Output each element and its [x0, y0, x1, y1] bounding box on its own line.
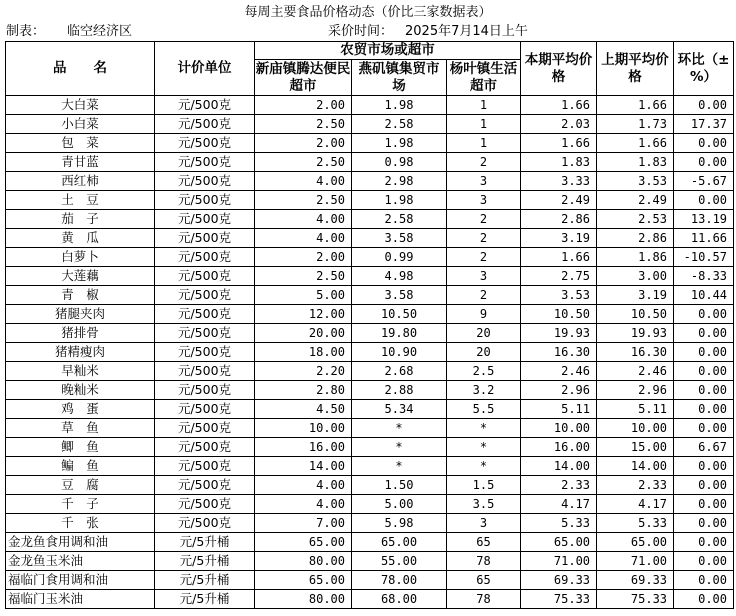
cell-ratio: 11.66 [674, 229, 734, 248]
cell-m2: 78.00 [352, 571, 447, 590]
cell-m1: 7.00 [255, 514, 352, 533]
cell-unit: 元/5升桶 [155, 590, 255, 609]
cell-unit: 元/500克 [155, 115, 255, 134]
cell-ratio: 17.37 [674, 115, 734, 134]
cell-ratio: 0.00 [674, 153, 734, 172]
cell-prev: 5.33 [597, 514, 674, 533]
cell-ratio: 0.00 [674, 343, 734, 362]
cell-m3: 65 [447, 533, 521, 552]
table-row [6, 172, 734, 191]
cell-m1: 4.00 [255, 229, 352, 248]
table-row [6, 476, 734, 495]
cell-m3: 3.2 [447, 381, 521, 400]
header-prev-avg: 上期平均价格 [597, 42, 674, 96]
cell-m3: 2 [447, 286, 521, 305]
cell-m3: 3 [447, 172, 521, 191]
cell-name: 猪排骨 [6, 324, 155, 343]
cell-ratio: -10.57 [674, 248, 734, 267]
cell-name: 土 豆 [6, 191, 155, 210]
cell-cur: 5.11 [521, 400, 597, 419]
cell-name: 鸡 蛋 [6, 400, 155, 419]
maker-label: 制表： [6, 24, 46, 39]
cell-m3: 3 [447, 191, 521, 210]
cell-m2: 2.58 [352, 115, 447, 134]
table-row [6, 115, 734, 134]
cell-ratio: 0.00 [674, 571, 734, 590]
cell-m2: 10.90 [352, 343, 447, 362]
cell-m1: 2.80 [255, 381, 352, 400]
cell-cur: 10.00 [521, 419, 597, 438]
cell-cur: 14.00 [521, 457, 597, 476]
time-value: 2025年7月14日上午 [405, 24, 528, 39]
cell-m1: 10.00 [255, 419, 352, 438]
cell-m2: 2.88 [352, 381, 447, 400]
cell-ratio: 0.00 [674, 495, 734, 514]
cell-ratio: 0.00 [674, 400, 734, 419]
time-label: 采价时间： [328, 24, 394, 39]
cell-cur: 2.49 [521, 191, 597, 210]
cell-m1: 4.00 [255, 172, 352, 191]
cell-ratio: 0.00 [674, 476, 734, 495]
cell-prev: 3.19 [597, 286, 674, 305]
cell-cur: 3.19 [521, 229, 597, 248]
cell-cur: 4.17 [521, 495, 597, 514]
cell-m3: 20 [447, 324, 521, 343]
cell-m3: 1 [447, 134, 521, 153]
cell-m1: 4.00 [255, 495, 352, 514]
cell-name: 福临门玉米油 [6, 590, 155, 609]
cell-name: 小白菜 [6, 115, 155, 134]
cell-m2: 5.34 [352, 400, 447, 419]
cell-m1: 5.00 [255, 286, 352, 305]
cell-prev: 10.50 [597, 305, 674, 324]
cell-prev: 69.33 [597, 571, 674, 590]
cell-m1: 14.00 [255, 457, 352, 476]
cell-name: 青 椒 [6, 286, 155, 305]
table-row [6, 343, 734, 362]
cell-ratio: -5.67 [674, 172, 734, 191]
header-unit: 计价单位 [155, 42, 255, 96]
cell-name: 豆 腐 [6, 476, 155, 495]
cell-m2: 68.00 [352, 590, 447, 609]
cell-prev: 4.17 [597, 495, 674, 514]
cell-cur: 16.30 [521, 343, 597, 362]
cell-name: 西红柿 [6, 172, 155, 191]
cell-prev: 75.33 [597, 590, 674, 609]
cell-prev: 3.53 [597, 172, 674, 191]
table-row [6, 590, 734, 609]
cell-m2: 55.00 [352, 552, 447, 571]
cell-unit: 元/5升桶 [155, 571, 255, 590]
cell-cur: 2.03 [521, 115, 597, 134]
cell-ratio: 0.00 [674, 324, 734, 343]
cell-prev: 10.00 [597, 419, 674, 438]
cell-unit: 元/500克 [155, 438, 255, 457]
cell-m1: 2.50 [255, 115, 352, 134]
cell-ratio: 0.00 [674, 590, 734, 609]
cell-cur: 16.00 [521, 438, 597, 457]
cell-prev: 14.00 [597, 457, 674, 476]
cell-prev: 1.83 [597, 153, 674, 172]
cell-cur: 71.00 [521, 552, 597, 571]
cell-m2: 10.50 [352, 305, 447, 324]
cell-m3: 2 [447, 153, 521, 172]
cell-cur: 3.53 [521, 286, 597, 305]
table-row [6, 438, 734, 457]
cell-cur: 19.93 [521, 324, 597, 343]
cell-ratio: 0.00 [674, 457, 734, 476]
cell-name: 草 鱼 [6, 419, 155, 438]
cell-unit: 元/500克 [155, 286, 255, 305]
cell-ratio: 0.00 [674, 514, 734, 533]
cell-m2: * [352, 457, 447, 476]
table-row [6, 305, 734, 324]
cell-unit: 元/500克 [155, 457, 255, 476]
cell-cur: 75.33 [521, 590, 597, 609]
table-row [6, 457, 734, 476]
cell-m1: 2.00 [255, 134, 352, 153]
table-row [6, 495, 734, 514]
cell-m2: 4.98 [352, 267, 447, 286]
table-row [6, 552, 734, 571]
cell-name: 千 子 [6, 495, 155, 514]
cell-ratio: 13.19 [674, 210, 734, 229]
cell-m1: 80.00 [255, 552, 352, 571]
header-name: 品 名 [6, 42, 155, 96]
header-market-2: 燕矶镇集贸市场 [352, 60, 447, 96]
cell-unit: 元/500克 [155, 267, 255, 286]
cell-cur: 10.50 [521, 305, 597, 324]
cell-name: 晚籼米 [6, 381, 155, 400]
cell-unit: 元/500克 [155, 134, 255, 153]
table-row [6, 267, 734, 286]
cell-cur: 1.83 [521, 153, 597, 172]
cell-unit: 元/500克 [155, 324, 255, 343]
cell-unit: 元/500克 [155, 210, 255, 229]
cell-unit: 元/500克 [155, 343, 255, 362]
cell-ratio: -8.33 [674, 267, 734, 286]
cell-m3: 3.5 [447, 495, 521, 514]
header-market-group: 农贸市场或超市 [255, 42, 521, 60]
table-row [6, 191, 734, 210]
cell-ratio: 6.67 [674, 438, 734, 457]
cell-prev: 19.93 [597, 324, 674, 343]
cell-prev: 2.86 [597, 229, 674, 248]
cell-prev: 1.86 [597, 248, 674, 267]
cell-prev: 1.66 [597, 134, 674, 153]
table-row [6, 400, 734, 419]
cell-m2: 1.50 [352, 476, 447, 495]
cell-name: 黄 瓜 [6, 229, 155, 248]
cell-unit: 元/500克 [155, 495, 255, 514]
cell-m2: 2.58 [352, 210, 447, 229]
table-row [6, 571, 734, 590]
cell-name: 大白菜 [6, 96, 155, 115]
cell-name: 猪腿夹肉 [6, 305, 155, 324]
cell-name: 鳊 鱼 [6, 457, 155, 476]
cell-unit: 元/500克 [155, 229, 255, 248]
cell-unit: 元/500克 [155, 191, 255, 210]
cell-cur: 69.33 [521, 571, 597, 590]
cell-unit: 元/5升桶 [155, 552, 255, 571]
table-row [6, 153, 734, 172]
cell-cur: 2.75 [521, 267, 597, 286]
cell-unit: 元/500克 [155, 96, 255, 115]
cell-name: 茄 子 [6, 210, 155, 229]
table-row [6, 533, 734, 552]
table-row [6, 419, 734, 438]
cell-name: 包 菜 [6, 134, 155, 153]
header-market-3: 杨叶镇生活超市 [447, 60, 521, 96]
cell-m2: 0.98 [352, 153, 447, 172]
table-row [6, 96, 734, 115]
cell-unit: 元/500克 [155, 362, 255, 381]
cell-m2: * [352, 419, 447, 438]
cell-cur: 3.33 [521, 172, 597, 191]
cell-ratio: 0.00 [674, 96, 734, 115]
cell-m2: 5.98 [352, 514, 447, 533]
cell-m3: 5.5 [447, 400, 521, 419]
cell-ratio: 0.00 [674, 381, 734, 400]
table-row [6, 324, 734, 343]
cell-m3: * [447, 419, 521, 438]
cell-m3: 65 [447, 571, 521, 590]
price-table [5, 41, 734, 609]
cell-m3: 78 [447, 590, 521, 609]
cell-name: 福临门食用调和油 [6, 571, 155, 590]
table-row [6, 134, 734, 153]
cell-prev: 3.00 [597, 267, 674, 286]
cell-m2: 2.98 [352, 172, 447, 191]
cell-m2: 3.58 [352, 286, 447, 305]
cell-name: 猪精瘦肉 [6, 343, 155, 362]
cell-name: 千 张 [6, 514, 155, 533]
cell-unit: 元/5升桶 [155, 533, 255, 552]
cell-cur: 2.33 [521, 476, 597, 495]
cell-cur: 2.96 [521, 381, 597, 400]
header-ratio: 环比（±%） [674, 42, 734, 96]
cell-prev: 2.96 [597, 381, 674, 400]
cell-m1: 2.00 [255, 96, 352, 115]
table-row [6, 381, 734, 400]
cell-name: 鲫 鱼 [6, 438, 155, 457]
cell-m3: 1 [447, 96, 521, 115]
cell-m1: 80.00 [255, 590, 352, 609]
cell-m1: 4.00 [255, 210, 352, 229]
cell-m3: 2.5 [447, 362, 521, 381]
table-row [6, 286, 734, 305]
cell-m2: 5.00 [352, 495, 447, 514]
cell-prev: 2.46 [597, 362, 674, 381]
cell-ratio: 0.00 [674, 419, 734, 438]
cell-cur: 1.66 [521, 248, 597, 267]
cell-m1: 16.00 [255, 438, 352, 457]
cell-m2: 65.00 [352, 533, 447, 552]
cell-unit: 元/500克 [155, 381, 255, 400]
cell-name: 青甘蓝 [6, 153, 155, 172]
maker-value: 临空经济区 [67, 24, 133, 39]
cell-ratio: 0.00 [674, 134, 734, 153]
cell-cur: 5.33 [521, 514, 597, 533]
cell-m1: 20.00 [255, 324, 352, 343]
cell-m2: 1.98 [352, 134, 447, 153]
cell-prev: 65.00 [597, 533, 674, 552]
cell-m3: 2 [447, 210, 521, 229]
cell-m3: 20 [447, 343, 521, 362]
cell-name: 金龙鱼玉米油 [6, 552, 155, 571]
cell-m2: 2.68 [352, 362, 447, 381]
cell-cur: 65.00 [521, 533, 597, 552]
table-row [6, 229, 734, 248]
cell-m3: 78 [447, 552, 521, 571]
cell-m3: 3 [447, 267, 521, 286]
cell-unit: 元/500克 [155, 248, 255, 267]
cell-m1: 18.00 [255, 343, 352, 362]
cell-m1: 4.00 [255, 476, 352, 495]
cell-m1: 2.20 [255, 362, 352, 381]
cell-name: 早籼米 [6, 362, 155, 381]
cell-cur: 1.66 [521, 134, 597, 153]
table-row [6, 362, 734, 381]
cell-ratio: 0.00 [674, 362, 734, 381]
cell-m1: 4.50 [255, 400, 352, 419]
cell-prev: 2.49 [597, 191, 674, 210]
table-row [6, 514, 734, 533]
price-rows [6, 96, 734, 609]
cell-m3: 2 [447, 229, 521, 248]
cell-m1: 65.00 [255, 571, 352, 590]
cell-m3: 2 [447, 248, 521, 267]
cell-m3: 9 [447, 305, 521, 324]
cell-prev: 16.30 [597, 343, 674, 362]
cell-ratio: 0.00 [674, 305, 734, 324]
cell-unit: 元/500克 [155, 305, 255, 324]
cell-ratio: 10.44 [674, 286, 734, 305]
cell-name: 金龙鱼食用调和油 [6, 533, 155, 552]
cell-m3: 1 [447, 115, 521, 134]
cell-prev: 15.00 [597, 438, 674, 457]
cell-m2: 19.80 [352, 324, 447, 343]
cell-unit: 元/500克 [155, 476, 255, 495]
table-row [6, 248, 734, 267]
cell-prev: 1.66 [597, 96, 674, 115]
cell-prev: 1.73 [597, 115, 674, 134]
cell-unit: 元/500克 [155, 400, 255, 419]
cell-ratio: 0.00 [674, 533, 734, 552]
cell-m2: 3.58 [352, 229, 447, 248]
cell-cur: 2.46 [521, 362, 597, 381]
cell-m1: 2.00 [255, 248, 352, 267]
cell-name: 大莲藕 [6, 267, 155, 286]
cell-m1: 2.50 [255, 191, 352, 210]
cell-m1: 2.50 [255, 153, 352, 172]
cell-prev: 2.53 [597, 210, 674, 229]
sheet-title: 每周主要食品价格动态（价比三家数据表） [244, 5, 492, 20]
cell-m2: 1.98 [352, 96, 447, 115]
cell-prev: 5.11 [597, 400, 674, 419]
cell-prev: 71.00 [597, 552, 674, 571]
cell-unit: 元/500克 [155, 153, 255, 172]
table-row [6, 210, 734, 229]
cell-m1: 12.00 [255, 305, 352, 324]
cell-unit: 元/500克 [155, 419, 255, 438]
header-current-avg: 本期平均价格 [521, 42, 597, 96]
cell-m2: 0.99 [352, 248, 447, 267]
cell-cur: 1.66 [521, 96, 597, 115]
cell-ratio: 0.00 [674, 552, 734, 571]
cell-cur: 2.86 [521, 210, 597, 229]
cell-unit: 元/500克 [155, 514, 255, 533]
cell-m3: 3 [447, 514, 521, 533]
cell-m3: * [447, 457, 521, 476]
cell-name: 白萝卜 [6, 248, 155, 267]
cell-unit: 元/500克 [155, 172, 255, 191]
cell-m3: 1.5 [447, 476, 521, 495]
cell-m2: * [352, 438, 447, 457]
cell-ratio: 0.00 [674, 191, 734, 210]
header-market-1: 新庙镇腾达便民超市 [255, 60, 351, 94]
cell-m2: 1.98 [352, 191, 447, 210]
cell-m1: 65.00 [255, 533, 352, 552]
cell-m1: 2.50 [255, 267, 352, 286]
cell-prev: 2.33 [597, 476, 674, 495]
cell-m3: * [447, 438, 521, 457]
